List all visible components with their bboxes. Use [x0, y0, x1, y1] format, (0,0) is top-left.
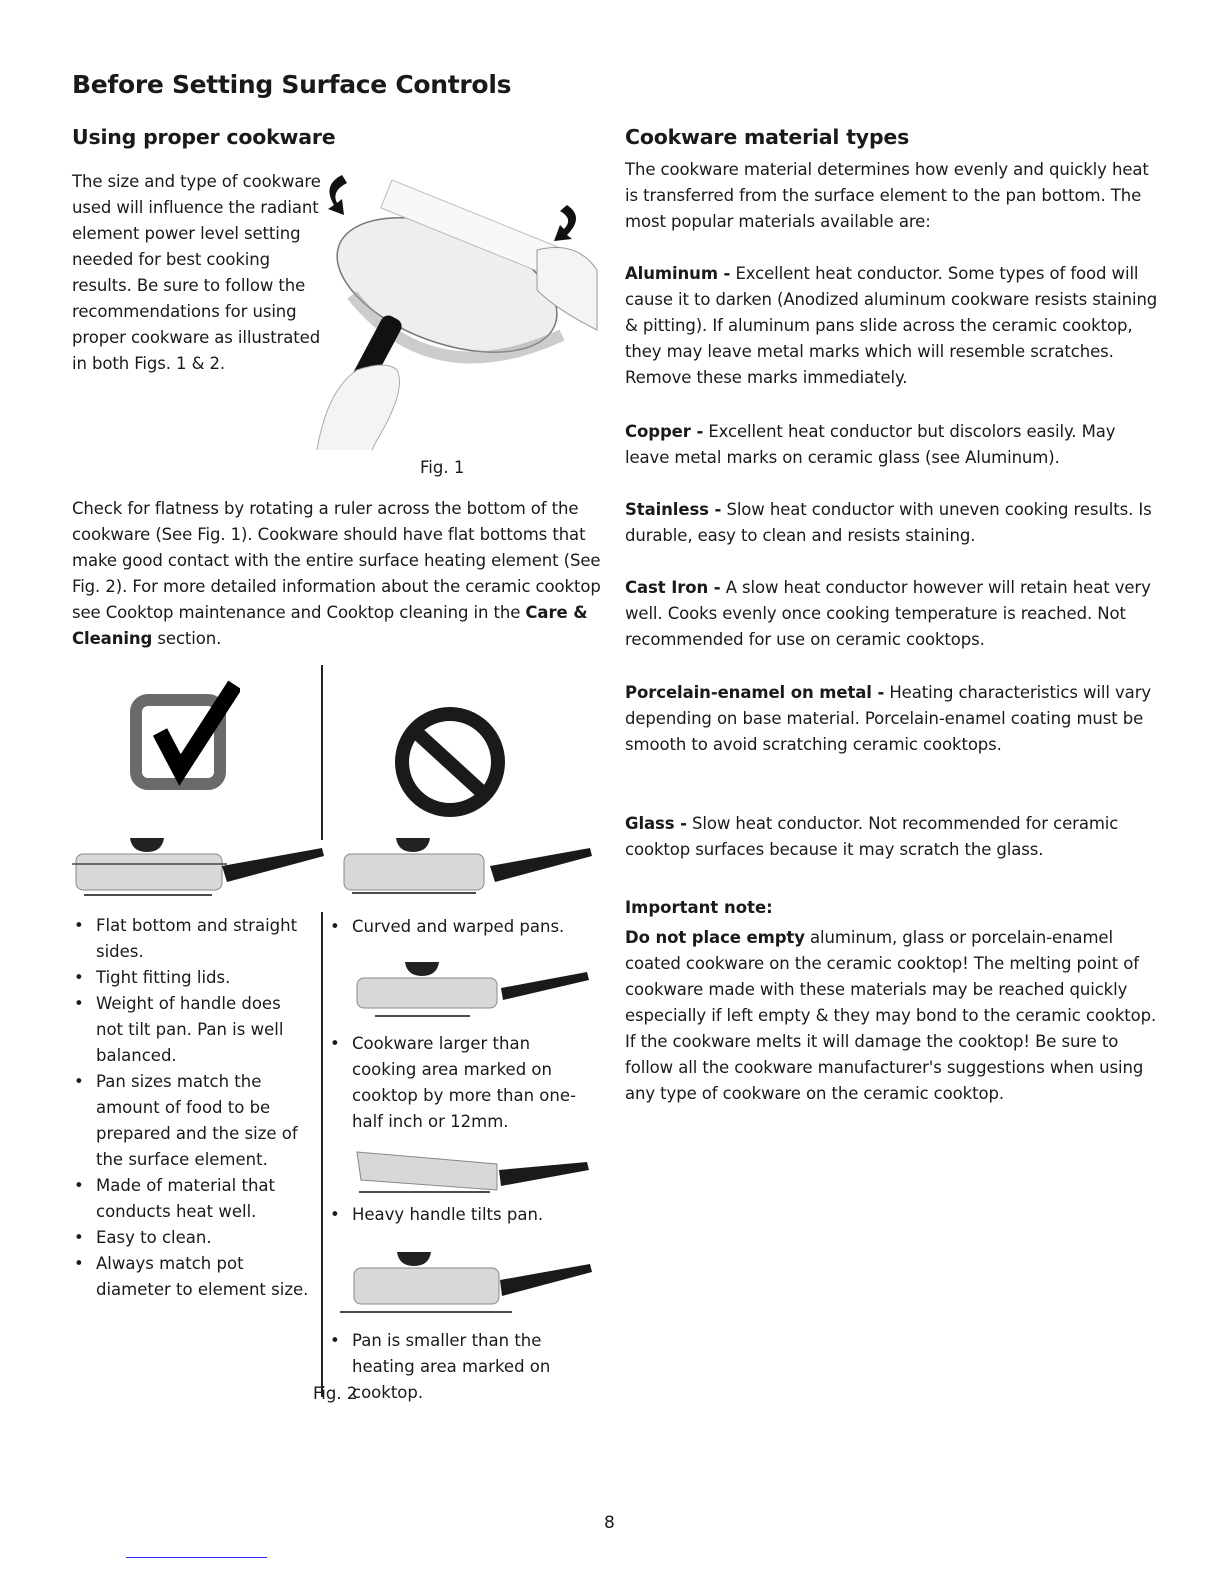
- material-aluminum: [625, 261, 1160, 391]
- page-title: Before Setting Surface Controls: [72, 70, 512, 99]
- flatness-text: Check for flatness by rotating a ruler across the bottom of the cookware (See Fig. 1). Cookware should have flat bottoms that make good contact with the entire surface heating element (See Fig. 2). For more detailed information about the ceramic cooktop see Cooktop maintenance and Cooktop cleaning in the: [72, 499, 601, 622]
- fig1-ruler-illustration: [312, 165, 602, 455]
- material-desc: Excellent heat conductor but discolors easily. May leave metal marks on ceramic glass (see Aluminum).: [625, 422, 1116, 467]
- material-name: Stainless -: [625, 500, 722, 519]
- list-item: • Made of material that conducts heat well.: [72, 1173, 312, 1225]
- material-name: Porcelain-enamel on metal -: [625, 683, 885, 702]
- list-item: • Curved and warped pans.: [328, 914, 587, 940]
- column-divider: [321, 665, 323, 840]
- list-item: • Cookware larger than cooking area marked on cooktop by more than one-half inch or 12mm.: [328, 1031, 587, 1135]
- bad-cookware-list: [328, 914, 587, 940]
- flatness-paragraph: [72, 496, 602, 652]
- good-pan-illustration: [72, 836, 328, 896]
- material-name: Copper -: [625, 422, 704, 441]
- note-text: aluminum, glass or porcelain-enamel coated cookware on the ceramic cooktop! The melting point of cookware made with these materials may be reached quickly especially if left empty & they may bond to the ceramic cooktop. If the cookware melts it will damage the cooktop! Be sure to follow all the cookware manufacturer's suggestions when using any type of cookware on the ceramic cooktop.: [625, 928, 1157, 1103]
- section-heading-proper-cookware: Using proper cookware: [72, 125, 336, 149]
- warped-pan-illustration: [340, 836, 596, 896]
- material-name: Cast Iron -: [625, 578, 721, 597]
- material-desc: Heating characteristics will vary depending on base material. Porcelain-enamel coating must be smooth to avoid scratching ceramic cooktops.: [625, 683, 1152, 754]
- list-item: • Pan is smaller than the heating area marked on cooktop.: [328, 1328, 587, 1406]
- rotate-arrow-icon: [328, 175, 347, 215]
- fig2-caption: Fig. 2: [313, 1384, 358, 1403]
- bad-cookware-list: [328, 1031, 587, 1135]
- material-copper: [625, 419, 1160, 471]
- good-cookware-list: [72, 913, 312, 1303]
- materials-intro: The cookware material determines how evenly and quickly heat is transferred from the surface element to the pan bottom. The most popular materials available are:: [625, 160, 1149, 231]
- flatness-text-end: section.: [152, 629, 222, 648]
- material-desc: A slow heat conductor however will retain heat very well. Cooks evenly once cooking temperature is reached. Not recommended for use on ceramic cooktops.: [625, 578, 1151, 649]
- bad-cookware-list: [328, 1328, 587, 1406]
- small-pan-illustration: [340, 1250, 595, 1320]
- material-porcelain-enamel: [625, 680, 1160, 758]
- oversized-pan-illustration: [355, 960, 595, 1020]
- material-name: Aluminum -: [625, 264, 731, 283]
- bad-cookware-list: [328, 1202, 587, 1228]
- prohibited-icon: [393, 705, 508, 820]
- note-warning-bold: Do not place empty: [625, 928, 805, 947]
- checkmark-box-icon: [130, 680, 240, 790]
- material-stainless: [625, 497, 1160, 549]
- tilted-pan-illustration: [355, 1150, 595, 1195]
- rotate-arrow-icon: [554, 205, 576, 241]
- material-desc: Slow heat conductor with uneven cooking results. Is durable, easy to clean and resists staining.: [625, 500, 1152, 545]
- page-number: 8: [604, 1513, 615, 1533]
- material-desc: Slow heat conductor. Not recommended for ceramic cooktop surfaces because it may scratch the glass.: [625, 814, 1119, 859]
- important-note-body: [625, 925, 1160, 1107]
- material-name: Glass -: [625, 814, 687, 833]
- list-item: • Tight fitting lids.: [72, 965, 312, 991]
- material-desc: Excellent heat conductor. Some types of food will cause it to darken (Anodized aluminum cookware resists staining & pitting). If aluminum pans slide across the ceramic cooktop, they may leave metal marks which will resemble scratches. Remove these marks immediately.: [625, 264, 1158, 387]
- column-divider: [321, 912, 323, 1397]
- care-cleaning-reference: Care & Cleaning: [72, 603, 588, 648]
- fig1-caption: Fig. 1: [420, 458, 465, 477]
- list-item: • Pan sizes match the amount of food to be prepared and the size of the surface element.: [72, 1069, 312, 1173]
- material-glass: [625, 811, 1160, 863]
- intro-paragraph: The size and type of cookware used will influence the radiant element power level setting needed for best cooking results. Be sure to follow the recommendations for using proper cookware as illustrated in both Figs. 1 & 2.: [72, 172, 321, 373]
- footer-rule: [126, 1557, 267, 1558]
- list-item: • Flat bottom and straight sides.: [72, 913, 312, 965]
- section-heading-material-types: Cookware material types: [625, 125, 910, 149]
- list-item: • Weight of handle does not tilt pan. Pan is well balanced.: [72, 991, 312, 1069]
- important-note-title: Important note:: [625, 898, 773, 917]
- list-item: • Heavy handle tilts pan.: [328, 1202, 587, 1228]
- material-cast-iron: [625, 575, 1160, 653]
- list-item: • Always match pot diameter to element size.: [72, 1251, 312, 1303]
- list-item: • Easy to clean.: [72, 1225, 312, 1251]
